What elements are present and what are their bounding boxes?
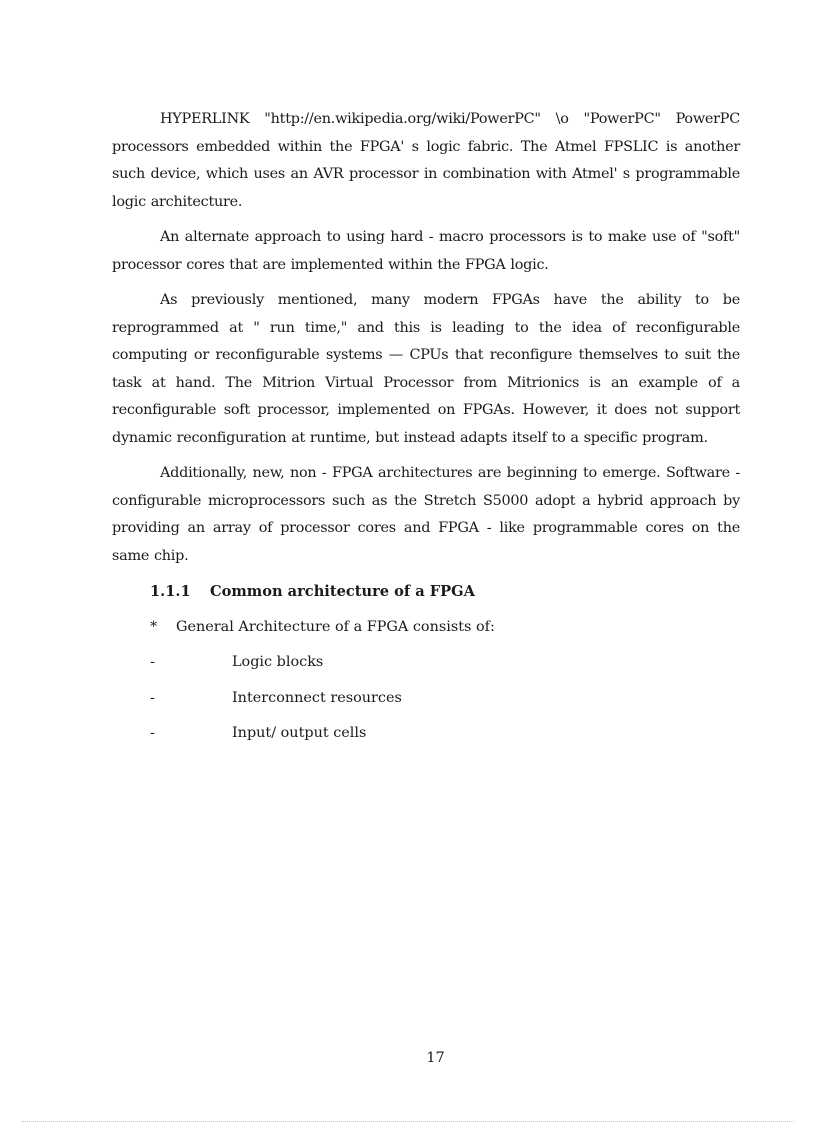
list-item-text: Input/ output cells: [232, 725, 367, 741]
intro-text: General Architecture of a FPGA consists of:: [176, 618, 495, 635]
dash-bullet: -: [150, 725, 155, 741]
page-bottom-divider: [22, 1121, 794, 1122]
paragraph-powerpc: HYPERLINK "http://en.wikipedia.org/wiki/PowerPC" \o "PowerPC" PowerPC processors embedded within the FPGA' s logic fabric. The Atmel FPSLIC is another such device, which uses an AVR processor in combination with Atmel' s programmable logic architecture.: [112, 111, 740, 210]
page-number: 17: [426, 1050, 445, 1066]
list-item: [112, 720, 740, 748]
asterisk-bullet: *: [150, 618, 158, 635]
section-number: 1.1.1: [150, 583, 191, 600]
list-item-text: Interconnect resources: [232, 689, 402, 706]
dash-bullet: -: [150, 689, 155, 706]
paragraph-reconfigurable: As previously mentioned, many modern FPGAs have the ability to be reprogrammed at " run time," and this is leading to the idea of reconfigurable computing or reconfigurable systems — CPUs that reconfigure themselves to suit the task at hand. The Mitrion Virtual Processor from Mitrionics is an example of a reconfigurable soft processor, implemented on FPGAs. However, it does not support dynamic reconfiguration at runtime, but instead adapts itself to a specific program.: [112, 292, 740, 446]
section-title: Common architecture of a FPGA: [210, 583, 475, 600]
list-item: [112, 649, 740, 677]
paragraph-soft-cores: An alternate approach to using hard - macro processors is to make use of "soft" processor cores that are implemented within the FPGA logic.: [112, 229, 740, 273]
page-body: [112, 106, 740, 756]
architecture-intro: [112, 614, 740, 642]
list-item-text: Logic blocks: [232, 654, 324, 670]
list-item: [112, 685, 740, 713]
paragraph-new-architectures: Additionally, new, non - FPGA architectures are beginning to emerge. Software - configurable microprocessors such as the Stretch S5000 adopt a hybrid approach by providing an array of processor cores and FPGA - like programmable cores on the same chip.: [112, 465, 740, 564]
section-heading: [112, 578, 740, 606]
dash-bullet: -: [150, 654, 155, 670]
